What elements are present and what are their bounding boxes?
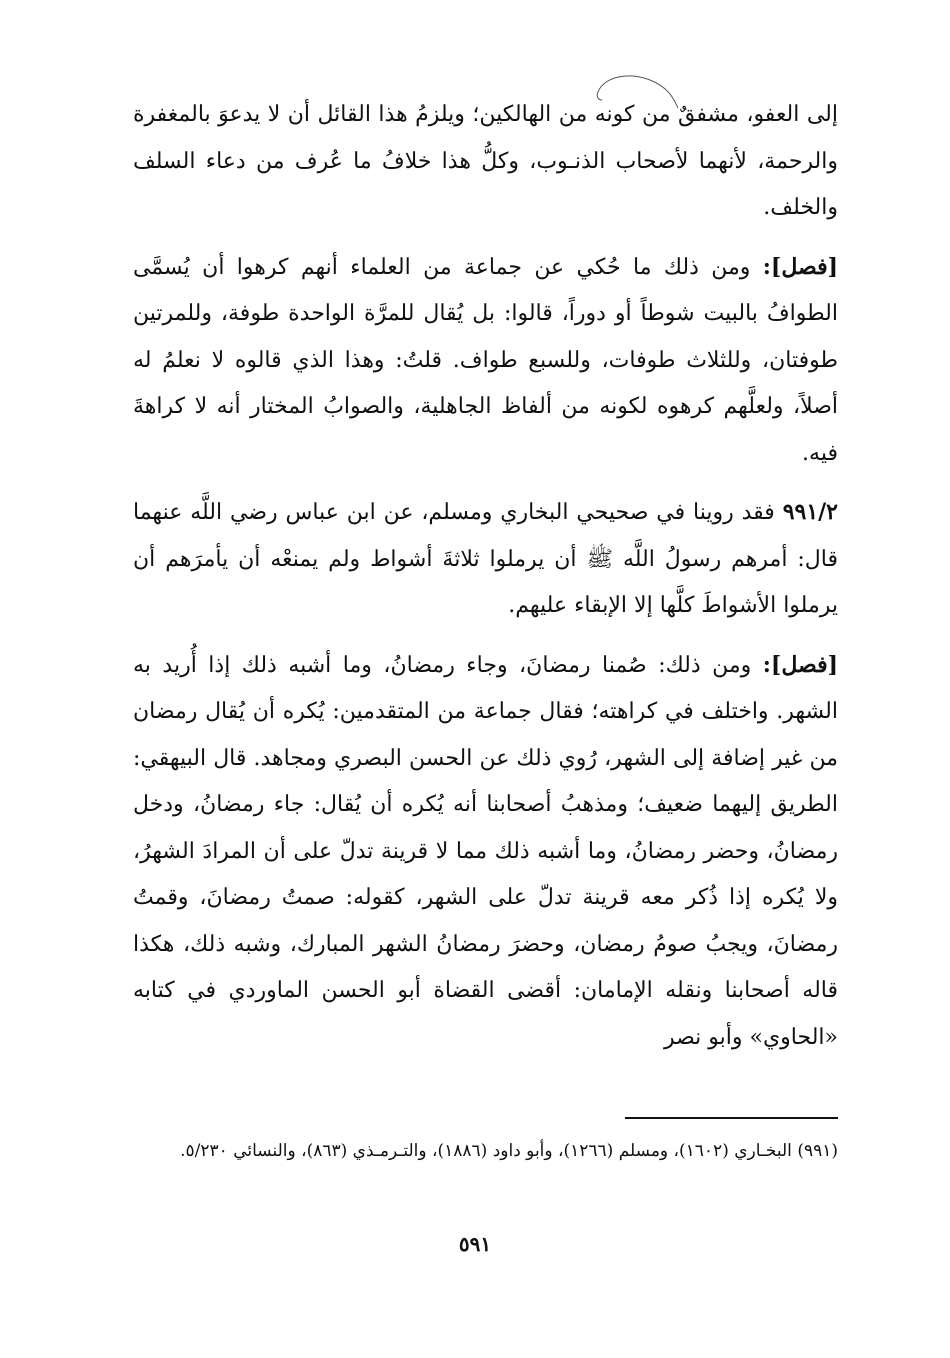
footnote-number: (٩٩١) [797,1141,838,1161]
footnotes [133,1135,838,1167]
paragraph-fasl-tawaf [133,244,838,478]
paragraph-text: ومن ذلك: صُمنا رمضانَ، وجاء رمضانُ، وما أشبه ذلك إذا أُريد به الشهر. واختلف في كراهته؛ فقال جماعة من المتقدمين: يُكره أن يُقال رمضان من غير إضافة إلى الشهر، رُوي ذلك عن الحسن البصري ومجاهد. قال البيهقي: الطريق إليهما ضعيف؛ ومذهبُ أصحابنا أنه يُكره أن يُقال: جاء رمضانُ، ودخل رمضانُ، وحضر رمضانُ، وما أشبه ذلك مما لا قرينة تدلّ على أن المرادَ الشهرُ، ولا يُكره إذا ذُكر معه قرينة تدلّ على الشهر، كقوله: صمتُ رمضانَ، وقمتُ رمضانَ، ويجبُ صومُ رمضان، وحضرَ رمضانُ الشهر المبارك، وشبه ذلك، هكذا قاله أصحابنا ونقله الإمامان: أقضى القضاة أبو الحسن الماوردي في كتابه «الحاوي» وأبو نصر [133,652,838,1050]
paragraph-hadith [133,489,838,630]
paragraph-fasl-ramadan [133,642,838,1062]
paragraph-text: إلى العفو، مشفقٌ من كونه من الهالكين؛ ويلزمُ هذا القائل أن لا يدعوَ بالمغفرة والرحمة، لأنهما لأصحاب الذنـوب، وكلُّ هذا خلافُ ما عُرف من دعاء السلف والخلف. [133,102,838,220]
paragraph-text: ومن ذلك ما حُكي عن جماعة من العلماء أنهم كرهوا أن يُسمَّى الطوافُ بالبيت شوطاً أو دوراً، قالوا: بل يُقال للمرَّة الواحدة طوفة، وللمرتين طوفتان، وللثلاث طوفات، وللسبع طواف. قلتُ: وهذا الذي قالوه لا نعلمُ له أصلاً، ولعلَّهم كرهوه لكونه من ألفاظ الجاهلية، والصوابُ المختار أنه لا كراهةَ فيه. [133,254,838,466]
main-text [133,92,838,1061]
footnote-text: البخـاري (١٦٠٢)، ومسلم (١٢٦٦)، وأبو داود (١٨٨٦)، والتـرمـذي (٨٦٣)، والنسائي ٥/٢٣٠. [180,1141,798,1161]
section-label: [فصل]: [762,651,838,678]
hadith-number: ٩٩١/٢ [782,499,838,525]
paragraph-text: فقد روينا في صحيحي البخاري ومسلم، عن ابن عباس رضي اللَّه عنهما قال: أمرهم رسولُ اللَّه ﷺ أن يرملوا ثلاثةَ أشواط ولم يمنعْه أن يأمرَهم أن يرملوا الأشواطَ كلَّها إلا الإبقاء عليهم. [133,500,838,618]
section-label: [فصل]: [762,253,838,280]
paragraph-continuation [133,92,838,232]
footnote-divider [625,1117,838,1119]
page-number: ٥٩١ [458,1232,492,1256]
